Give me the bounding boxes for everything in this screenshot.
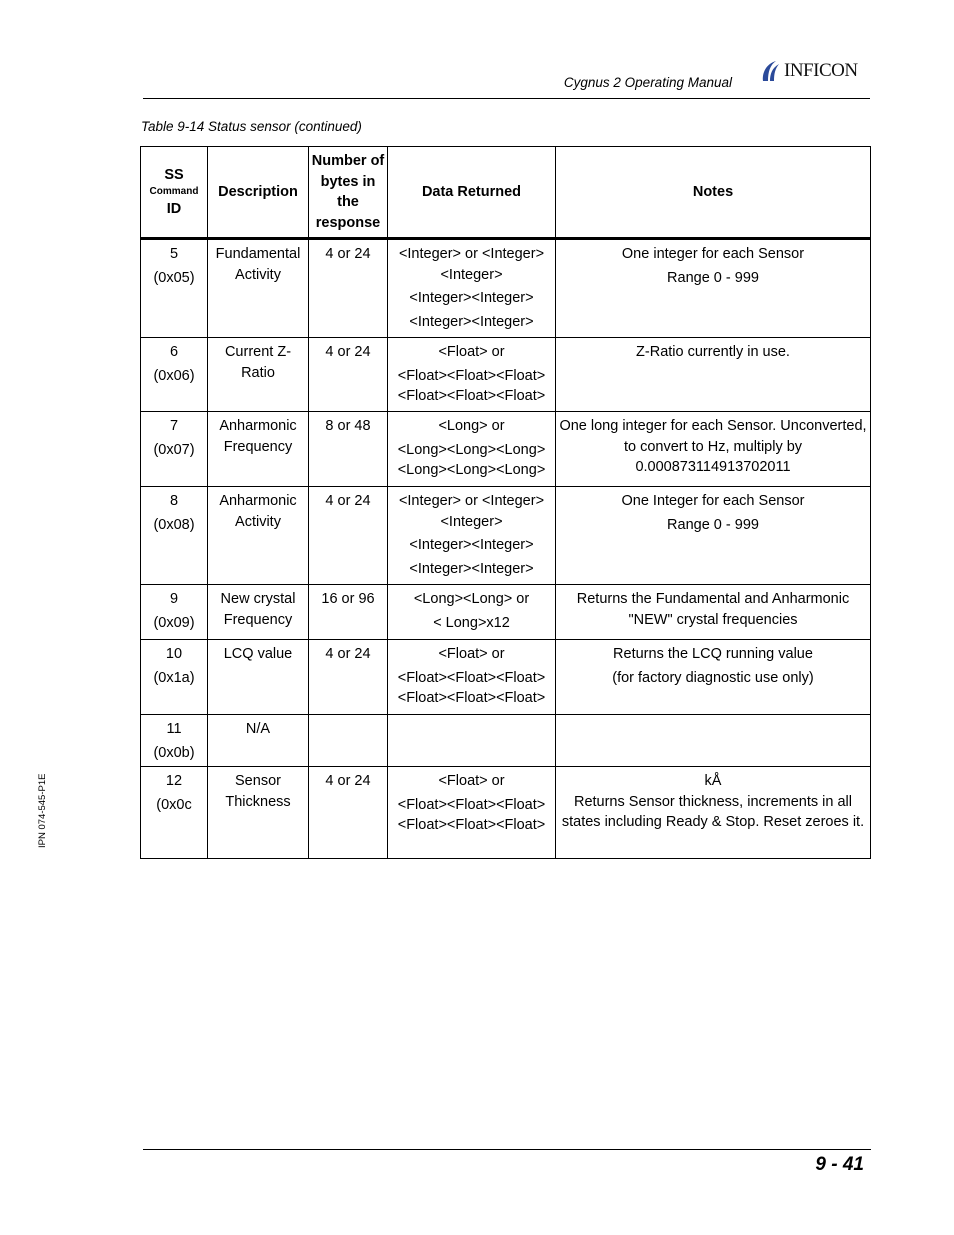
notes-line: One long integer for each Sensor. Unconverted, to convert to Hz, multiply by 0.000873114913702011: [559, 418, 867, 475]
command-id-number: 5: [169, 246, 179, 262]
cell-notes: [556, 585, 871, 640]
header-ss: SS: [164, 166, 184, 183]
notes-line: One Integer for each Sensor: [621, 493, 805, 509]
cell-data-returned: [388, 239, 556, 338]
header-notes: Notes: [556, 147, 871, 239]
cell-notes: [556, 412, 871, 487]
data-returned-line: <Float><Float><Float> <Float><Float><Float>: [397, 669, 546, 706]
page-number: 9 - 41: [815, 1154, 864, 1175]
command-id-number: 7: [169, 418, 179, 434]
data-returned-line: <Integer><Integer>: [409, 537, 534, 553]
data-returned-line: <Float> or: [438, 344, 505, 360]
cell-data-returned: [388, 338, 556, 412]
command-id-number: 10: [165, 646, 183, 662]
table-caption: Table 9-14 Status sensor (continued): [141, 119, 362, 134]
command-id-hex: (0x07): [153, 441, 195, 458]
status-sensor-table: [140, 146, 871, 859]
cell-bytes: 4 or 24: [309, 487, 388, 585]
header-bytes: Number of bytes in the response: [309, 147, 388, 239]
cell-data-returned: [388, 715, 556, 767]
notes-line: One integer for each Sensor: [621, 246, 805, 262]
cell-notes: [556, 487, 871, 585]
data-returned-line: <Integer> or <Integer><Integer>: [398, 246, 545, 283]
command-id-number: 8: [169, 493, 179, 509]
data-returned-line: <Integer> or <Integer><Integer>: [398, 493, 545, 530]
cell-description: N/A: [208, 715, 309, 767]
cell-description: Sensor Thickness: [208, 767, 309, 859]
data-returned-line: <Float><Float><Float> <Float><Float><Float>: [397, 796, 546, 833]
notes-line: Range 0 - 999: [667, 269, 759, 286]
table-row: [141, 585, 871, 640]
header-id: ID: [166, 201, 182, 217]
cell-bytes: 16 or 96: [309, 585, 388, 640]
data-returned-line: <Integer><Integer>: [409, 560, 534, 577]
cell-notes: [556, 239, 871, 338]
cell-notes: [556, 640, 871, 715]
header-description: Description: [208, 147, 309, 239]
footer-rule: [143, 1149, 871, 1150]
cell-description: Current Z-Ratio: [208, 338, 309, 412]
cell-description: Anharmonic Activity: [208, 487, 309, 585]
cell-data-returned: [388, 640, 556, 715]
notes-line: kÅ: [704, 773, 722, 789]
header-command: Command: [149, 186, 199, 197]
brand-logo: [760, 58, 858, 84]
command-id-hex: (0x1a): [153, 669, 195, 686]
command-id-hex: (0x0b): [153, 744, 195, 761]
command-id-hex: (0x08): [153, 516, 195, 533]
cell-bytes: 8 or 48: [309, 412, 388, 487]
data-returned-line: <Long><Long><Long> <Long><Long><Long>: [397, 441, 546, 478]
cell-notes: [556, 338, 871, 412]
notes-line: Returns the LCQ running value: [613, 646, 813, 662]
command-id-hex: (0x06): [153, 367, 195, 384]
logo-text: INFICON: [784, 60, 858, 81]
command-id-number: 9: [169, 591, 179, 607]
table-row: [141, 239, 871, 338]
notes-line: Range 0 - 999: [667, 516, 759, 533]
header-command-id: [141, 147, 208, 239]
cell-description: Fundamental Activity: [208, 239, 309, 338]
notes-line: Returns Sensor thickness, increments in all states including Ready & Stop. Reset zeroes it.: [561, 793, 865, 830]
cell-description: New crystal Frequency: [208, 585, 309, 640]
cell-data-returned: [388, 767, 556, 859]
command-id-hex: (0x05): [153, 269, 195, 286]
cell-data-returned: [388, 412, 556, 487]
manual-title: Cygnus 2 Operating Manual: [563, 75, 732, 90]
cell-command-id: [141, 715, 208, 767]
data-returned-line: <Long> or: [438, 418, 505, 434]
cell-bytes: 4 or 24: [309, 640, 388, 715]
data-returned-line: <Float> or: [438, 773, 505, 789]
data-returned-line: <Long><Long> or: [413, 591, 530, 607]
cell-command-id: [141, 585, 208, 640]
cell-description: Anharmonic Frequency: [208, 412, 309, 487]
cell-command-id: [141, 338, 208, 412]
notes-line: (for factory diagnostic use only): [612, 669, 814, 686]
data-returned-line: <Integer><Integer>: [409, 313, 534, 330]
command-id-number: 12: [165, 773, 183, 789]
inficon-logo-icon: [760, 59, 782, 83]
cell-command-id: [141, 239, 208, 338]
cell-bytes: [309, 715, 388, 767]
notes-line: Z-Ratio currently in use.: [636, 344, 790, 360]
side-document-id: IPN 074-545-P1E: [37, 773, 48, 848]
cell-bytes: 4 or 24: [309, 239, 388, 338]
table-row: [141, 767, 871, 859]
header-rule: [143, 98, 870, 99]
cell-description: LCQ value: [208, 640, 309, 715]
cell-command-id: [141, 767, 208, 859]
data-returned-line: <Float> or: [438, 646, 505, 662]
table-row: [141, 640, 871, 715]
notes-line: Returns the Fundamental and Anharmonic "NEW" crystal frequencies: [576, 591, 850, 628]
cell-bytes: 4 or 24: [309, 767, 388, 859]
table-row: [141, 412, 871, 487]
cell-command-id: [141, 640, 208, 715]
table-header-row: [141, 147, 871, 239]
cell-data-returned: [388, 585, 556, 640]
data-returned-line: < Long>x12: [433, 614, 510, 631]
cell-command-id: [141, 487, 208, 585]
header-data-returned: Data Returned: [388, 147, 556, 239]
table-row: [141, 338, 871, 412]
cell-bytes: 4 or 24: [309, 338, 388, 412]
command-id-hex: (0x0c: [156, 796, 192, 813]
cell-command-id: [141, 412, 208, 487]
data-returned-line: <Integer><Integer>: [409, 290, 534, 306]
cell-notes: [556, 715, 871, 767]
data-returned-line: <Float><Float><Float> <Float><Float><Float>: [397, 367, 546, 404]
cell-notes: [556, 767, 871, 859]
table-row: [141, 487, 871, 585]
table-row: [141, 715, 871, 767]
cell-data-returned: [388, 487, 556, 585]
command-id-number: 6: [169, 344, 179, 360]
command-id-number: 11: [166, 721, 182, 737]
command-id-hex: (0x09): [153, 614, 195, 631]
